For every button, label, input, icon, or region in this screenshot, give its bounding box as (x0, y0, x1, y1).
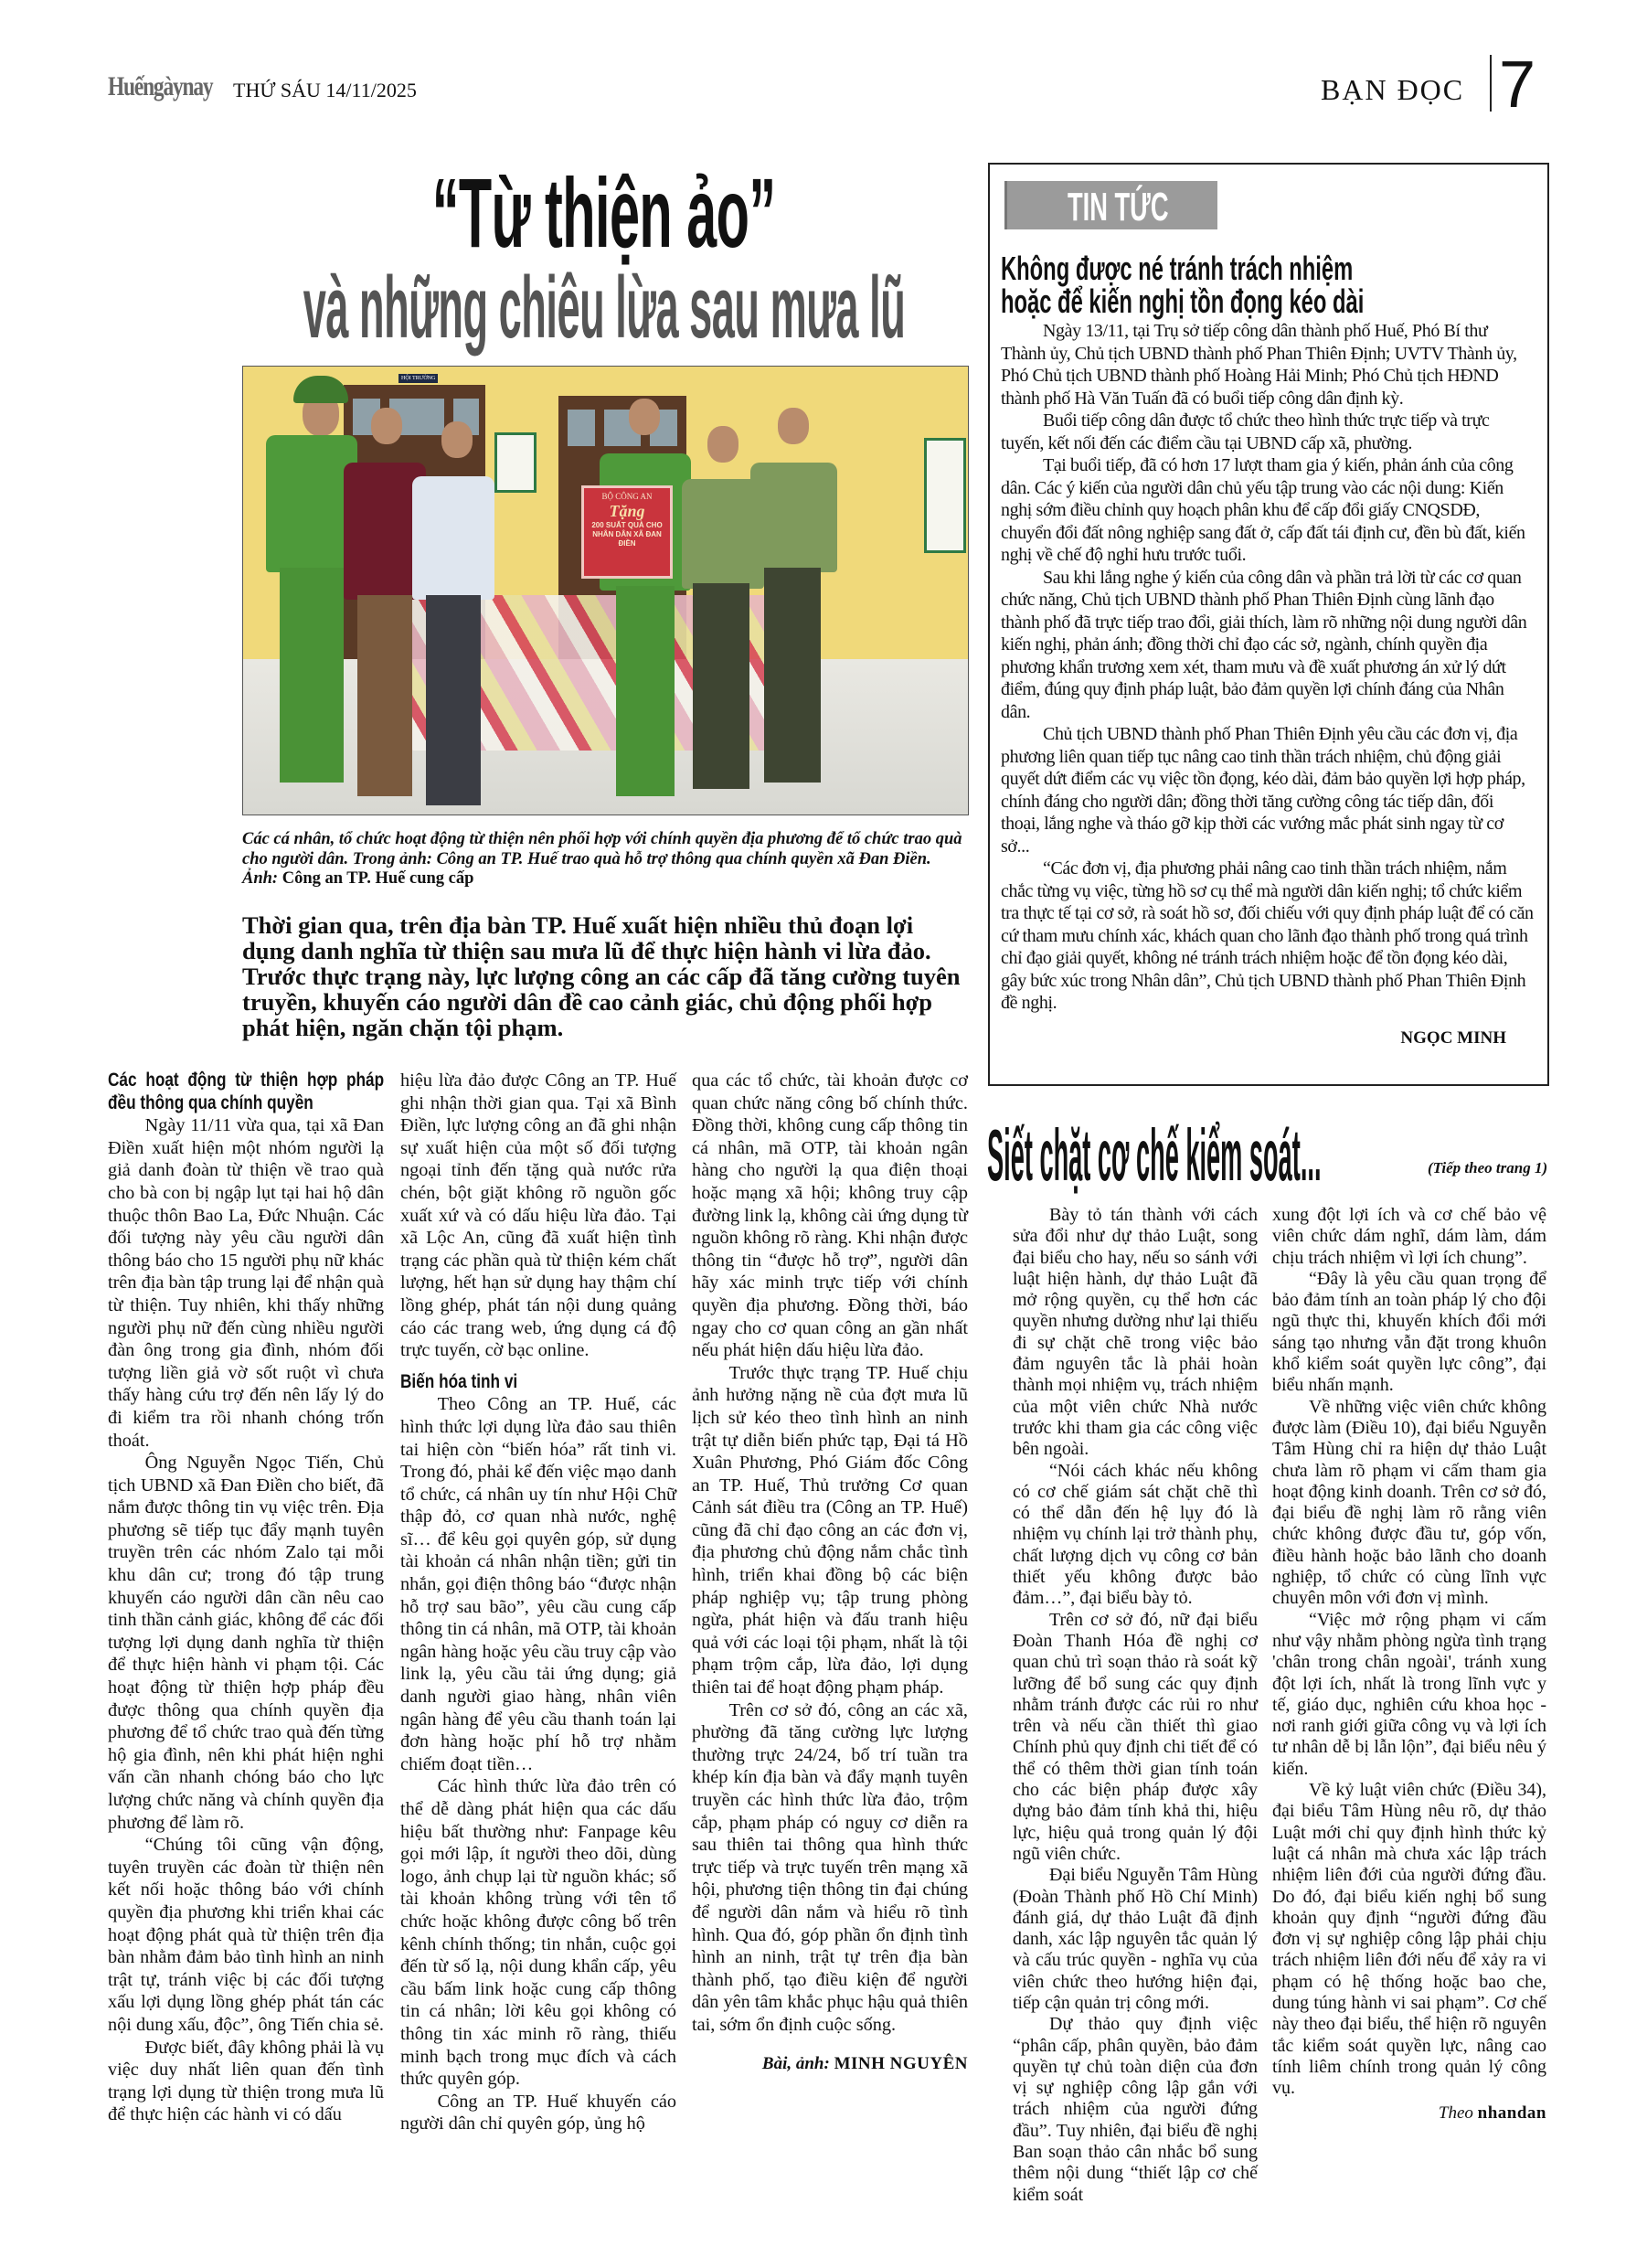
source-label: Theo (1438, 2103, 1473, 2124)
paragraph: Tại buổi tiếp, đã có hơn 17 lượt tham gia ý kiến, phản ánh của công dân. Các ý kiến của người dân chủ yếu tập trung vào các nội dung: Kiến nghị sớm điều chỉnh quy hoạch phân khu để cấp đổi giấy CNQSDĐ, chuyển đổi đất nông nghiệp sang đất ở, cấp đất tái định cư, đền bù đất, kiến nghị về chế độ nghỉ hưu trước tuổi. (1001, 455, 1525, 565)
photo-credit: Công an TP. Huế cung cấp (282, 869, 474, 888)
notice-board (494, 432, 537, 493)
author-name: MINH NGUYÊN (834, 2053, 968, 2073)
title-text: và những chiêu lừa sau mưa lũ (303, 259, 905, 357)
paragraph: Trước thực trạng TP. Huế chịu ảnh hưởng nặng nề của đợt mưa lũ lịch sử kéo theo tình hình an ninh trật tự diễn biến phức tạp, Đại tá Hồ Xuân Phương, Phó Giám đốc Công an TP. Huế, Thủ trưởng Cơ quan Cảnh sát điều tra (Công an TP. Huế) cũng đã chỉ đạo công an các đơn vị, địa phương chủ động nắm chắc tình hình, triển khai đồng bộ các biện pháp nghiệp vụ; tập trung phòng ngừa, phát hiện và đấu tranh hiệu quả với các loại tội phạm, nhất là tội phạm trộm cắp, lừa đảo, lợi dụng thiên tai để hoạt động phạm pháp. (692, 1362, 968, 1698)
header-divider (1490, 55, 1492, 112)
door-sign: HỘI TRƯỜNG (398, 374, 438, 383)
article-title-line2 (240, 258, 967, 358)
page-number: 7 (1499, 48, 1536, 122)
headline-line: hoặc để kiến nghị tồn đọng kéo dài (1001, 282, 1365, 320)
headline-line: Không được né tránh trách nhiệm (1001, 250, 1354, 287)
article-lead: Thời gian qua, trên địa bàn TP. Huế xuất hiện nhiều thủ đoạn lợi dụng danh nghĩa từ thiện sau mưa lũ để thực hiện hành vi lừa đảo. Trước thực trạng này, lực lượng công an các cấp đã tăng cường tuyên truyền, khuyến cáo người dân đề cao cảnh giác, chủ động phối hợp phát hiện, ngăn chặn tội phạm. (242, 911, 961, 1041)
byline (692, 2053, 968, 2076)
subheading: Các hoạt động từ thiện hợp pháp đều thông qua chính quyền (108, 1070, 385, 1113)
paragraph: Ông Nguyễn Ngọc Tiến, Chủ tịch UBND xã Đan Điền cho biết, đã nắm được thông tin vụ việc trên. Địa phương sẽ tiếp tục đẩy mạnh tuyên truyền trên các nhóm Zalo tại mỗi khu dân cư; trong đó tập trung khuyến cáo người dân cần nêu cao tinh thần cảnh giác, không để các đối tượng lợi dụng danh nghĩa từ thiện để thực hiện hành vi phạm tội. Các hoạt động từ thiện hợp pháp đều được thông qua chính quyền địa phương để tổ chức trao quà đến từng hộ gia đình, nên khi phát hiện nghi vấn cần nhanh chóng báo cho lực lượng chức năng và chính quyền địa phương để làm rõ. (108, 1453, 384, 1833)
subheading: Biến hóa tinh vi (400, 1370, 518, 1392)
title-text: “Từ thiện ảo” (431, 157, 776, 268)
continued-from[interactable]: (Tiếp theo trang 1) (1428, 1159, 1548, 1177)
paragraph: Trên cơ sở đó, nữ đại biểu Đoàn Thanh Hóa đề nghị cơ quan chủ trì soạn thảo rà soát kỹ lưỡng để bổ sung các quy định nhằm tránh được các rủi ro như trên và nếu cần thiết thì giao Chính phủ quy định chi tiết để có thể có thêm thời gian tính toán cho các biện pháp được xây dựng bảo đảm tính khả thi, hiệu lực, hiệu quả trong quản lý đội ngũ viên chức. (1013, 1609, 1258, 1864)
paragraph: Về kỷ luật viên chức (Điều 34), đại biểu Tâm Hùng nêu rõ, dự thảo Luật mới chỉ quy định hình thức kỷ luật cá nhân mà chưa xác lập trách nhiệm liên đới của người đứng đầu. Do đó, đại biểu kiến nghị bổ sung khoản quy định “người đứng đầu đơn vị sự nghiệp công lập phải chịu trách nhiệm liên đới nếu để xảy ra vi phạm có hệ thống hoặc bao che, dung túng hành vi sai phạm”. Cơ chế này theo đại biểu, thể hiện rõ nguyên tắc kiểm soát quyền lực, nâng cao tính liêm chính trong quản lý công vụ. (1272, 1780, 1546, 2099)
title-text: Siết chặt cơ chế kiểm soát... (987, 1114, 1322, 1196)
news-box (988, 163, 1549, 1086)
paragraph: Chủ tịch UBND thành phố Phan Thiên Định yêu cầu các đơn vị, địa phương liên quan tiếp tục nâng cao tinh thần trách nhiệm, chủ động giải quyết dứt điểm các vụ việc tồn đọng, kéo dài, đảm bảo quyền lợi hợp pháp, chính đáng cho người dân; đồng thời tăng cường công tác tiếp dân, đối thoại, lắng nghe và tháo gỡ kịp thời các vướng mắc phát sinh ngay từ cơ sở... (1001, 724, 1525, 857)
paragraph: Về những việc viên chức không được làm (Điều 10), đại biểu Nguyễn Tâm Hùng chỉ ra hiện dự thảo Luật chưa làm rõ phạm vi cấm tham gia hoạt động kinh doanh. Trên cơ sở đó, đại biểu đề nghị làm rõ rằng viên chức không được đầu tư, góp vốn, điều hành hoặc bảo lãnh cho doanh nghiệp, tổ chức có cùng lĩnh vực chuyên môn với đơn vị mình. (1272, 1396, 1546, 1609)
second-article-column-1 (1013, 1205, 1258, 2206)
paragraph: Buổi tiếp công dân được tổ chức theo hình thức trực tiếp và trực tuyến, kết nối đến các điểm cầu tại UBND cấp xã, phường. (1001, 410, 1490, 453)
paragraph: Sau khi lắng nghe ý kiến của công dân và phần trả lời từ các cơ quan chức năng, Chủ tịch UBND thành phố Phan Thiên Định cùng lãnh đạo thành phố đã trực tiếp trao đổi, giải thích, làm rõ những nội dung người dân kiến nghị, phản ánh; đồng thời chỉ đạo các sở, ngành, chính quyền địa phương khẩn trương xem xét, tham mưu và đề xuất phương án xử lý dứt điểm, đúng quy định pháp luật, bảo đảm quyền lợi chính đáng của Nhân dân. (1001, 567, 1527, 722)
paragraph: Ngày 11/11 vừa qua, tại xã Đan Điền xuất hiện một nhóm người lạ giả danh đoàn từ thiện về trao quà cho bà con bị ngập lụt tại hai hộ dân thuộc thôn Bao La, Đức Nhuận. Các đối tượng này yêu cầu người dân thông báo cho 15 người phụ nữ khác trên địa bàn tập trung lại để nhận quà từ thiện. Tuy nhiên, khi thấy những người phụ nữ đến cùng nhiều người đàn ông trong gia đình, nhóm đối tượng liền giả vờ sốt ruột vì chưa thấy hàng cứu trợ đến nên lấy lý do đi kiểm tra rồi nhanh chóng trốn thoát. (108, 1115, 384, 1451)
article-photo (242, 366, 969, 815)
paragraph: xung đột lợi ích và cơ chế bảo vệ viên chức dám nghĩ, dám làm, dám chịu trách nhiệm vì lợi ích chung”. (1272, 1205, 1546, 1268)
paragraph: “Các đơn vị, địa phương phải nâng cao tinh thần trách nhiệm, nắm chắc từng vụ việc, từng hồ sơ cụ thể mà người dân kiến nghị; tổ chức kiểm tra thực tế tại cơ sở, rà soát hồ sơ, đối chiếu với quy định pháp luật để có căn cứ tham mưu chính xác, khách quan cho lãnh đạo thành phố trong quá trình chỉ đạo giải quyết, không né tránh trách nhiệm hoặc để tồn đọng kéo dài, gây bức xúc trong Nhân dân”, Chủ tịch UBND thành phố Phan Thiên Định đề nghị. (1001, 858, 1534, 1013)
paragraph: “Việc mở rộng phạm vi cấm như vậy nhằm phòng ngừa tình trạng 'chân trong chân ngoài', tránh xung đột lợi ích, nhất là trong lĩnh vực y tế, giáo dục, nghiên cứu khoa học - nơi ranh giới giữa công vụ và lợi ích tư nhân dễ bị lẫn lộn”, đại biểu nêu ý kiến. (1272, 1609, 1546, 1779)
byline: NGỌC MINH (1400, 1028, 1506, 1048)
paragraph: Theo Công an TP. Huế, các hình thức lợi dụng lừa đảo sau thiên tai hiện còn “biến hóa” rất tinh vi. Trong đó, phải kể đến việc mạo danh tổ chức, cá nhân uy tín như Hội Chữ thập đỏ, cơ quan nhà nước, nghệ sĩ… để kêu gọi quyên góp, sử dụng tài khoản cá nhân nhận tiền; gửi tin nhắn, gọi điện thông báo “được nhận hỗ trợ sau bão”, yêu cầu cung cấp thông tin cá nhân, mã OTP, tài khoản ngân hàng hoặc yêu cầu truy cập vào link lạ, yêu cầu tải ứng dụng; giả danh người giao hàng, nhân viên ngân hàng để yêu cầu thanh toán lại đơn hàng hoặc phí hỗ trợ nhằm chiếm đoạt tiền… (400, 1394, 676, 1774)
notice-board (924, 438, 966, 553)
paragraph: Các hình thức lừa đảo trên có thể dễ dàng phát hiện qua các dấu hiệu bất thường như: Fanpage kêu gọi mới lập, ít người theo dõi, dùng logo, ảnh chụp lại từ nguồn khác; số tài khoản không trùng với tên tổ chức hoặc không được công bố trên kênh chính thống; tin nhắn, cuộc gọi đến từ số lạ, nội dung khẩn cấp, yêu cầu bấm link hoặc cung cấp thông tin cá nhân; lời kêu gọi không có thông tin xác minh rõ ràng, thiếu minh bạch trong mục đích và cách thức quyên góp. (400, 1776, 676, 2090)
paragraph: “Đây là yêu cầu quan trọng để bảo đảm tính an toàn pháp lý cho đội ngũ thực thi, khuyến khích đổi mới sáng tạo nhưng vẫn đặt trong khuôn khổ kiểm soát quyền lực công”, đại biểu nhấn mạnh. (1272, 1268, 1546, 1396)
second-article-title (987, 1113, 1417, 1196)
news-headline (1001, 252, 1549, 318)
paragraph: Bày tỏ tán thành với cách sửa đổi như dự thảo Luật, song đại biểu cho hay, nếu so sánh với luật hiện hành, dự thảo Luật đã mở rộng quyền, cụ thể hơn các quyền nhưng dường như lại thiếu đi sự chặt chẽ trong việc bảo đảm nguyên tắc là phải hoàn thành mọi nhiệm vụ, trách nhiệm của một viên chức Nhà nước trước khi tham gia các công việc bên ngoài. (1013, 1205, 1258, 1460)
paragraph: qua các tổ chức, tài khoản được cơ quan chức năng công bố chính thức. Đồng thời, không cung cấp thông tin cá nhân, mã OTP, tài khoản ngân hàng cho người lạ qua điện thoại hoặc mạng xã hội; không truy cập đường link lạ, không cài ứng dụng từ nguồn không rõ ràng. Khi nhận được thông tin “được hỗ trợ”, người dân hãy xác minh trực tiếp với chính quyền địa phương. Đồng thời, báo ngay cho cơ quan công an gần nhất nếu phát hiện dấu hiệu lừa đảo. (692, 1070, 968, 1361)
paragraph: hiệu lừa đảo được Công an TP. Huế ghi nhận thời gian qua. Tại xã Bình Điền, lực lượng công an đã ghi nhận sự xuất hiện của một số đối tượng ngoại tỉnh đến tặng quà nước rửa chén, bột giặt không rõ nguồn gốc xuất xứ và có dấu hiệu lừa đảo. Tại xã Lộc An, cũng đã xuất hiện tình trạng các phần quà từ thiện kém chất lượng, hết hạn sử dụng hay thậm chí lồng ghép, phát tán nội dung quảng cáo các trang web, ứng dụng cá độ trực tuyến, cờ bạc online. (400, 1070, 676, 1361)
source-credit (1272, 2103, 1546, 2124)
news-tab (1004, 181, 1217, 229)
tab-label: TIN TỨC (1068, 185, 1169, 229)
donation-banner (581, 485, 673, 579)
byline-label: Bài, ảnh: (761, 2053, 830, 2073)
photo-caption (242, 830, 964, 889)
issue-date: THỨ SÁU 14/11/2025 (233, 79, 417, 101)
article-column-2 (400, 1070, 676, 2135)
article-title-line1 (240, 155, 967, 270)
paragraph: “Chúng tôi cũng vận động, tuyên truyền các đoàn từ thiện nên kết nối hoặc thông báo với chính quyền địa phương khi triển khai các hoạt động phát quà từ thiện trên địa bàn nhằm đảm bảo tình hình an ninh trật tự, tránh việc bị các đối tượng xấu lợi dụng lồng ghép phát tán các nội dung xấu, độc”, ông Tiến chia sẻ. (108, 1835, 384, 2035)
paragraph: Đại biểu Nguyễn Tâm Hùng (Đoàn Thành phố Hồ Chí Minh) đánh giá, dự thảo Luật đã định danh, xác lập nguyên tắc quản lý và cấu trúc quyền - nghĩa vụ của viên chức theo hướng hiện đại, tiếp cận quản trị công mới. (1013, 1865, 1258, 2013)
paragraph: “Nói cách khác nếu không có cơ chế giám sát chặt chẽ thì có thể dẫn đến hệ lụy đó là nhiệm vụ chính lại trở thành phụ, chất lượng dịch vụ công cơ bản thiết yếu không được bảo đảm…”, đại biểu bày tỏ. (1013, 1460, 1258, 1609)
second-article-column-2 (1272, 1205, 1546, 2124)
source-name: nhandan (1477, 2103, 1546, 2124)
paragraph: Ngày 13/11, tại Trụ sở tiếp công dân thành phố Huế, Phó Bí thư Thành ủy, Chủ tịch UBND thành phố Phan Thiên Định; UVTV Thành ủy, Phó Chủ tịch UBND thành phố Hoàng Hải Minh; Phó Chủ tịch HĐND thành phố Hà Văn Tuấn đã có buổi tiếp công dân định kỳ. (1001, 321, 1517, 409)
caption-text: Các cá nhân, tổ chức hoạt động từ thiện nên phối hợp với chính quyền địa phương để tổ chức trao quà cho người dân. Trong ảnh: Công an TP. Huế trao quà hỗ trợ thông qua chính quyền xã Đan Điền. Ảnh: (242, 830, 962, 888)
newspaper-logo: Huếngàynay (108, 71, 213, 101)
paragraph: Trên cơ sở đó, công an các xã, phường đã tăng cường lực lượng thường trực 24/24, bố trí tuần tra khép kín địa bàn và đẩy mạnh tuyên truyền các hình thức lừa đảo, trộm cắp, phạm pháp có nguy cơ diễn ra sau thiên tai thông qua hình thức trực tiếp và trực tuyến trên mạng xã hội, phương tiện thông tin đại chúng để người dân nắm và hiểu rõ tình hình. Qua đó, góp phần ổn định tình hình an ninh, trật tự trên địa bàn thành phố, tạo điều kiện để người dân yên tâm khắc phục hậu quả thiên tai, sớm ổn định cuộc sống. (692, 1699, 968, 2035)
banner-text: NHÂN DÂN XÃ ĐAN ĐIỀN (592, 529, 662, 548)
banner-text: 200 SUẤT QUÀ CHO (591, 521, 663, 530)
paragraph: Dự thảo quy định việc “phân cấp, phân quyền, bảo đảm quyền tự chủ toàn diện của đơn vị sự nghiệp công lập gắn với trách nhiệm của người đứng đầu”. Tuy nhiên, đại biểu đề nghị Ban soạn thảo cân nhắc bổ sung thêm nội dung “thiết lập cơ chế kiểm soát (1013, 2014, 1258, 2205)
banner-text: BỘ CÔNG AN (601, 492, 653, 501)
paragraph: Được biết, đây không phải là vụ việc duy nhất liên quan đến tình trạng lợi dụng từ thiện trong mưa lũ để thực hiện các hành vi có dấu (108, 2037, 384, 2125)
banner-text: Tặng (609, 501, 645, 520)
news-body (1001, 320, 1534, 1049)
section-name: BẠN ĐỌC (1321, 73, 1465, 106)
paragraph: Công an TP. Huế khuyến cáo người dân chỉ quyên góp, ủng hộ (400, 2091, 676, 2135)
article-column-1 (108, 1070, 384, 2126)
article-column-3 (692, 1070, 968, 2075)
